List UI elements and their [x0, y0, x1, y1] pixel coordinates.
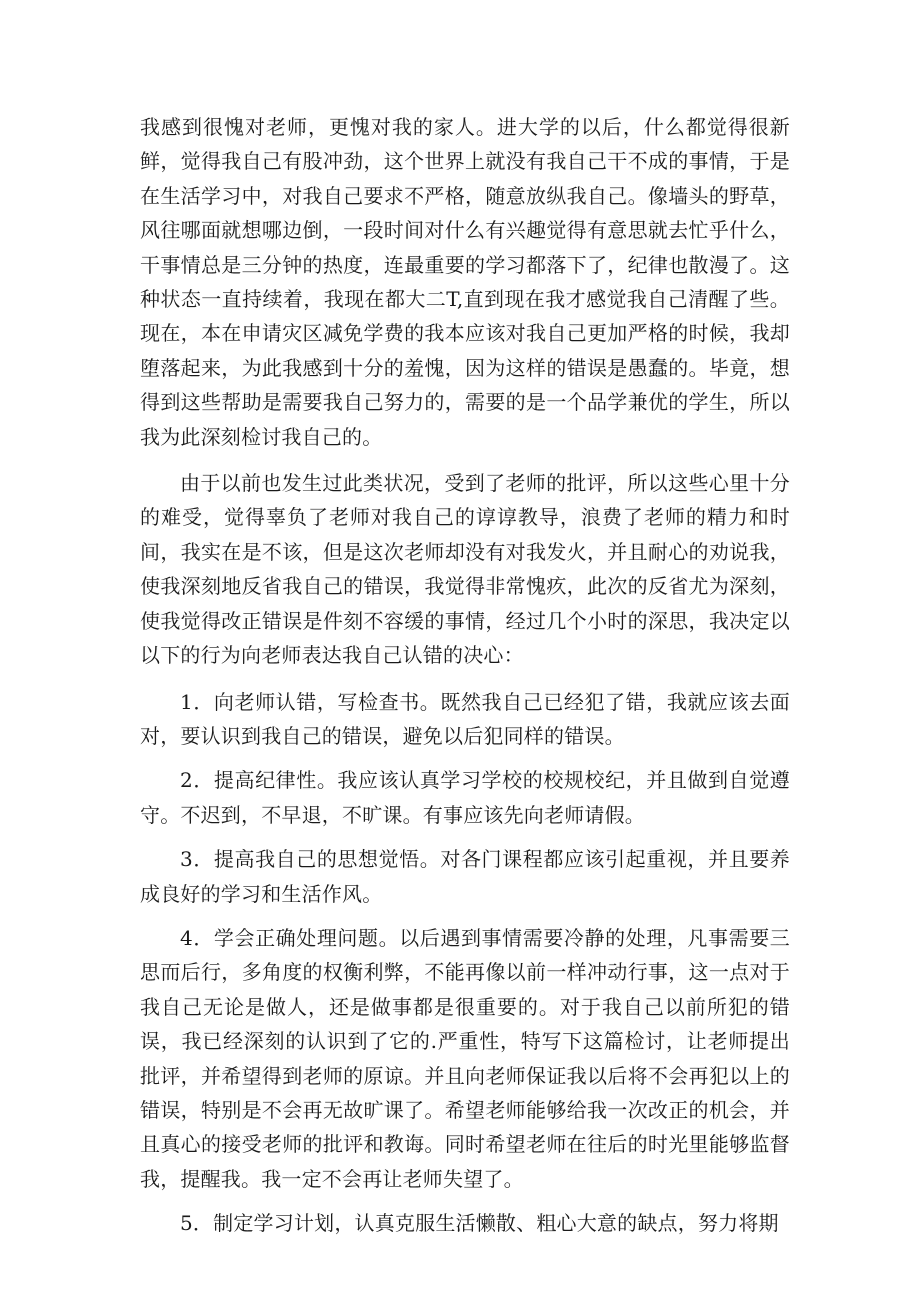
list-item-5: 5．制定学习计划，认真克服生活懒散、粗心大意的缺点，努力将期	[180, 1211, 779, 1236]
list-item-2: 2．提高纪律性。我应该认真学习学校的校规校纪，并且做到自觉遵守。不迟到，不早退，不旷课。有事应该先向老师请假。	[140, 768, 790, 827]
document-body	[140, 110, 790, 1251]
paragraph-regret: 由于以前也发生过此类状况，受到了老师的批评，所以这些心里十分的难受，觉得辜负了老师对我自己的谆谆教导，浪费了老师的精力和时间，我实在是不该，但是这次老师却没有对我发火，并且耐心的劝说我，使我深刻地反省我自己的错误，我觉得非常愧疚，此次的反省尤为深刻，使我觉得改正错误是件刻不容缓的事情，经过几个小时的深思，我决定以以下的行为向老师表达我自己认错的决心：	[140, 471, 790, 668]
list-item-4: 4．学会正确处理问题。以后遇到事情需要冷静的处理，凡事需要三思而后行，多角度的权衡利弊，不能再像以前一样冲动行事，这一点对于我自己无论是做人，还是做事都是很重要的。对于我自己以前所犯的错误，我已经深刻的认识到了它的.严重性，特写下这篇检讨，让老师提出批评，并希望得到老师的原谅。并且向老师保证我以后将不会再犯以上的错误，特别是不会再无故旷课了。希望老师能够给我一次改正的机会，并且真心的接受老师的批评和教诲。同时希望老师在往后的时光里能够监督我，提醒我。我一定不会再让老师失望了。	[140, 925, 790, 1191]
list-item-3: 3．提高我自己的思想觉悟。对各门课程都应该引起重视，并且要养成良好的学习和生活作风。	[140, 847, 790, 906]
list-item-1: 1．向老师认错，写检查书。既然我自己已经犯了错，我就应该去面对，要认识到我自己的错误，避免以后犯同样的错误。	[140, 689, 790, 748]
paragraph-self-reflection: 我感到很愧对老师，更愧对我的家人。进大学的以后，什么都觉得很新鲜，觉得我自己有股冲劲，这个世界上就没有我自己干不成的事情，于是在生活学习中，对我自己要求不严格，随意放纵我自己。像墙头的野草，风往哪面就想哪边倒，一段时间对什么有兴趣觉得有意思就去忙乎什么，干事情总是三分钟的热度，连最重要的学习都落下了，纪律也散漫了。这种状态一直持续着，我现在都大二T,直到现在我才感觉我自己清醒了些。现在，本在申请灾区减免学费的我本应该对我自己更加严格的时候，我却堕落起来，为此我感到十分的羞愧，因为这样的错误是愚蠢的。毕竟，想得到这些帮助是需要我自己努力的，需要的是一个品学兼优的学生，所以我为此深刻检讨我自己的。	[140, 115, 790, 449]
